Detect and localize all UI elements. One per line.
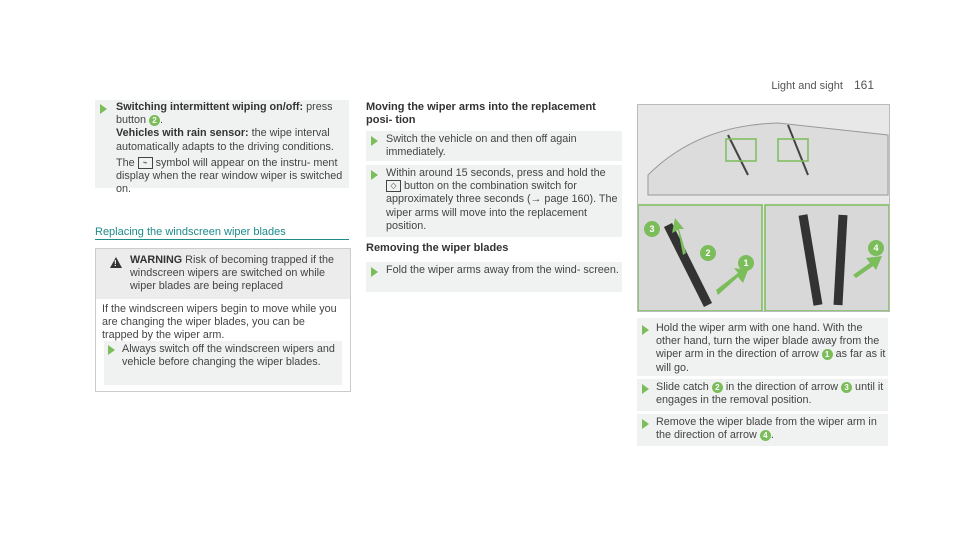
callout-2: 2: [149, 115, 160, 126]
page-number: 161: [853, 78, 874, 92]
heading-rule: [95, 239, 349, 240]
step-arrow-icon: [642, 325, 649, 335]
warning-header: ! WARNING Risk of becoming trapped if the windscreen wipers are switched on while wiper blades are being replaced: [96, 249, 350, 299]
step-arrow-icon: [642, 419, 649, 429]
section-title: Light and sight: [771, 80, 843, 92]
step-text: Fold the wiper arms away from the wind- screen.: [386, 264, 619, 276]
callout-1: 1: [743, 258, 749, 268]
wiper-diagram: [638, 105, 889, 311]
step-arrow-icon: [371, 267, 378, 277]
callout-4: 4: [873, 243, 879, 253]
page-header: [771, 78, 874, 92]
step-text: Slide catch 2 in the direction of arrow 3 until it engages in the removal position.: [656, 381, 884, 407]
step-text: Within around 15 seconds, press and hold the ◇ button on the combination switch for approximately three seconds (→ page 160). The wiper arms will move into the replacement position.: [386, 167, 618, 232]
step-arrow-icon: [371, 170, 378, 180]
step-arrow-icon: [108, 345, 115, 355]
step-text: Switch the vehicle on and then off again immediately.: [386, 133, 577, 159]
wiper-button-icon: ◇: [386, 180, 401, 192]
callout-3: 3: [649, 224, 655, 234]
warning-icon: !: [110, 257, 122, 268]
step-text: Remove the wiper blade from the wiper arm in the direction of arrow 4 .: [656, 416, 877, 442]
step-text: Switching intermittent wiping on/off: press button 2 . Vehicles with rain sensor: the wipe interval automatically adapts to the driving conditions. The ⌁ symbol will appear on the instru- ment display when the rear window wiper is switched on.: [116, 101, 343, 196]
warning-step-text: Always switch off the windscreen wipers and vehicle before changing the wiper blades.: [122, 343, 335, 369]
callout-2: 2: [705, 248, 711, 258]
section-heading: Replacing the windscreen wiper blades: [95, 226, 286, 238]
step-text: Hold the wiper arm with one hand. With the other hand, turn the wiper blade away from the wiper arm in the direction of arrow 1 as far as it will go.: [656, 322, 886, 374]
step-arrow-icon: [100, 104, 107, 114]
step-arrow-icon: [371, 136, 378, 146]
step-arrow-icon: [642, 384, 649, 394]
warning-box: [95, 248, 351, 392]
rear-wiper-icon: ⌁: [138, 157, 153, 169]
section-heading: Moving the wiper arms into the replacement posi- tion: [366, 101, 596, 127]
warning-body: If the windscreen wipers begin to move while you are changing the wiper blades, you can be trapped by the wiper arm.: [102, 303, 337, 342]
wiper-illustration: [637, 104, 890, 312]
section-heading: Removing the wiper blades: [366, 242, 509, 254]
